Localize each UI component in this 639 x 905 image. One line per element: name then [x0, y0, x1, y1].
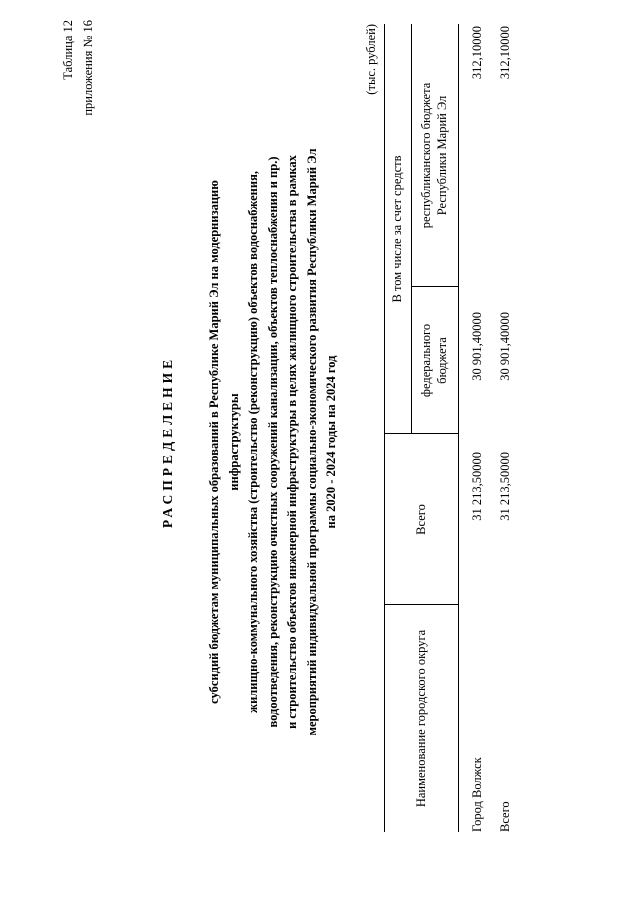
table-top-border — [384, 24, 385, 832]
group-header-divider — [411, 24, 412, 434]
document-subtitle — [205, 132, 342, 752]
subtitle-line: на 2020 - 2024 годы на 2024 год — [324, 355, 338, 529]
document-page — [0, 12, 639, 872]
header-republic — [418, 24, 450, 287]
document-title: РАСПРЕДЕЛЕНИЕ — [160, 355, 175, 529]
row-federal: 30 901,40000 — [470, 312, 484, 381]
subtitle-line: и строительство объектов инженерной инфраструктуры в целях жилищного строительства в рамках — [285, 155, 299, 729]
header-federal — [418, 287, 450, 434]
row-federal: 30 901,40000 — [498, 312, 512, 381]
subtitle-line: водоотведения, реконструкцию очистных сооружений канализации, объектов теплоснабжения и пр.) — [265, 156, 280, 728]
subtitle-line: субсидий бюджетам муниципальных образований в Республике Марий Эл на модернизацию инфраструктуры — [207, 180, 241, 704]
row-name: Всего — [498, 801, 512, 832]
row-republic: 312,10000 — [498, 26, 512, 80]
row-total: 31 213,50000 — [498, 452, 512, 521]
header-bottom-border — [458, 24, 459, 832]
row-republic: 312,10000 — [470, 26, 484, 80]
row-name: Город Волжск — [470, 757, 484, 832]
subtitle-line: жилищно-коммунального хозяйства (строительство (реконструкцию) объектов водоснабжения, — [246, 171, 260, 713]
header-federal-line: федерального — [419, 323, 433, 398]
units-label: (тыс. рублей) — [364, 24, 378, 95]
table-caption — [58, 20, 98, 160]
appendix-reference: приложения № 16 — [81, 20, 95, 116]
row-total: 31 213,50000 — [470, 452, 484, 521]
subtitle-line: мероприятий индивидуальной программы социально-экономического развития Республики Марий Эл — [304, 148, 319, 736]
header-name: Наименование городского округа — [414, 629, 428, 808]
header-federal-line: бюджета — [435, 337, 449, 384]
header-republic-line: Республики Марий Эл — [435, 95, 449, 216]
header-total: Всего — [414, 504, 428, 535]
header-group: В том числе за счет средств — [390, 155, 404, 303]
table-number: Таблица 12 — [61, 20, 75, 80]
header-republic-line: республиканского бюджета — [419, 82, 433, 229]
